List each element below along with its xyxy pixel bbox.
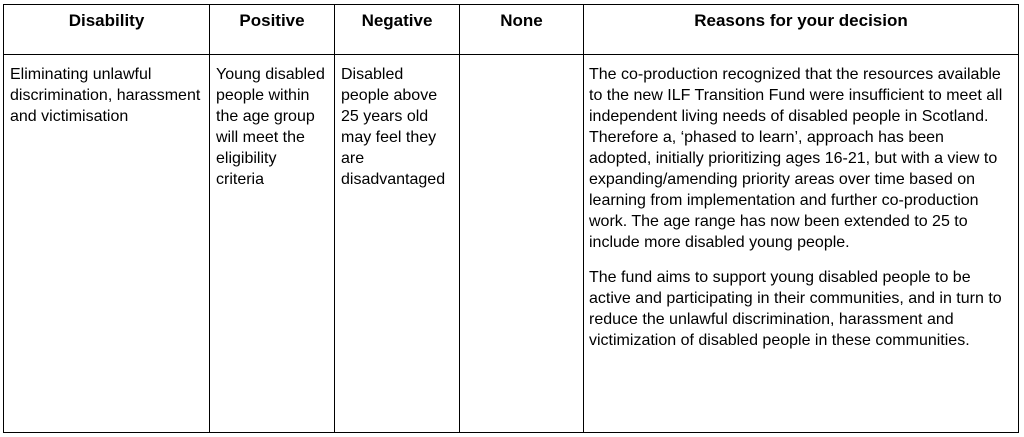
- cell-disability: Eliminating unlawful discrimination, harassment and victimisation: [4, 55, 210, 433]
- equality-impact-table: [3, 4, 1019, 433]
- header-none: None: [460, 5, 584, 55]
- table-header-row: [4, 5, 1019, 55]
- header-positive: Positive: [210, 5, 335, 55]
- cell-none: [460, 55, 584, 433]
- header-reasons: Reasons for your decision: [584, 5, 1019, 55]
- cell-negative: Disabled people above 25 years old may feel they are disadvantaged: [335, 55, 460, 433]
- reasons-paragraph-1: The co-production recognized that the resources available to the new ILF Transition Fund were insufficient to meet all independent living needs of disabled people in Scotland. Therefore a, ‘phased to learn’, approach has been adopted, initially prioritizing ages 16-21, but with a view to expanding/amending priority areas over time based on learning from implementation and further co-production work. The age range has now been extended to 25 to include more disabled young people.: [589, 66, 1003, 251]
- cell-positive: Young disabled people within the age group will meet the eligibility criteria: [210, 55, 335, 433]
- reasons-paragraph-2: The fund aims to support young disabled people to be active and participating in their communities, and in turn to reduce the unlawful discrimination, harassment and victimization of disabled people in these communities.: [589, 269, 1002, 349]
- table-row: [4, 55, 1019, 433]
- header-disability: Disability: [4, 5, 210, 55]
- cell-reasons: [584, 55, 1019, 433]
- header-negative: Negative: [335, 5, 460, 55]
